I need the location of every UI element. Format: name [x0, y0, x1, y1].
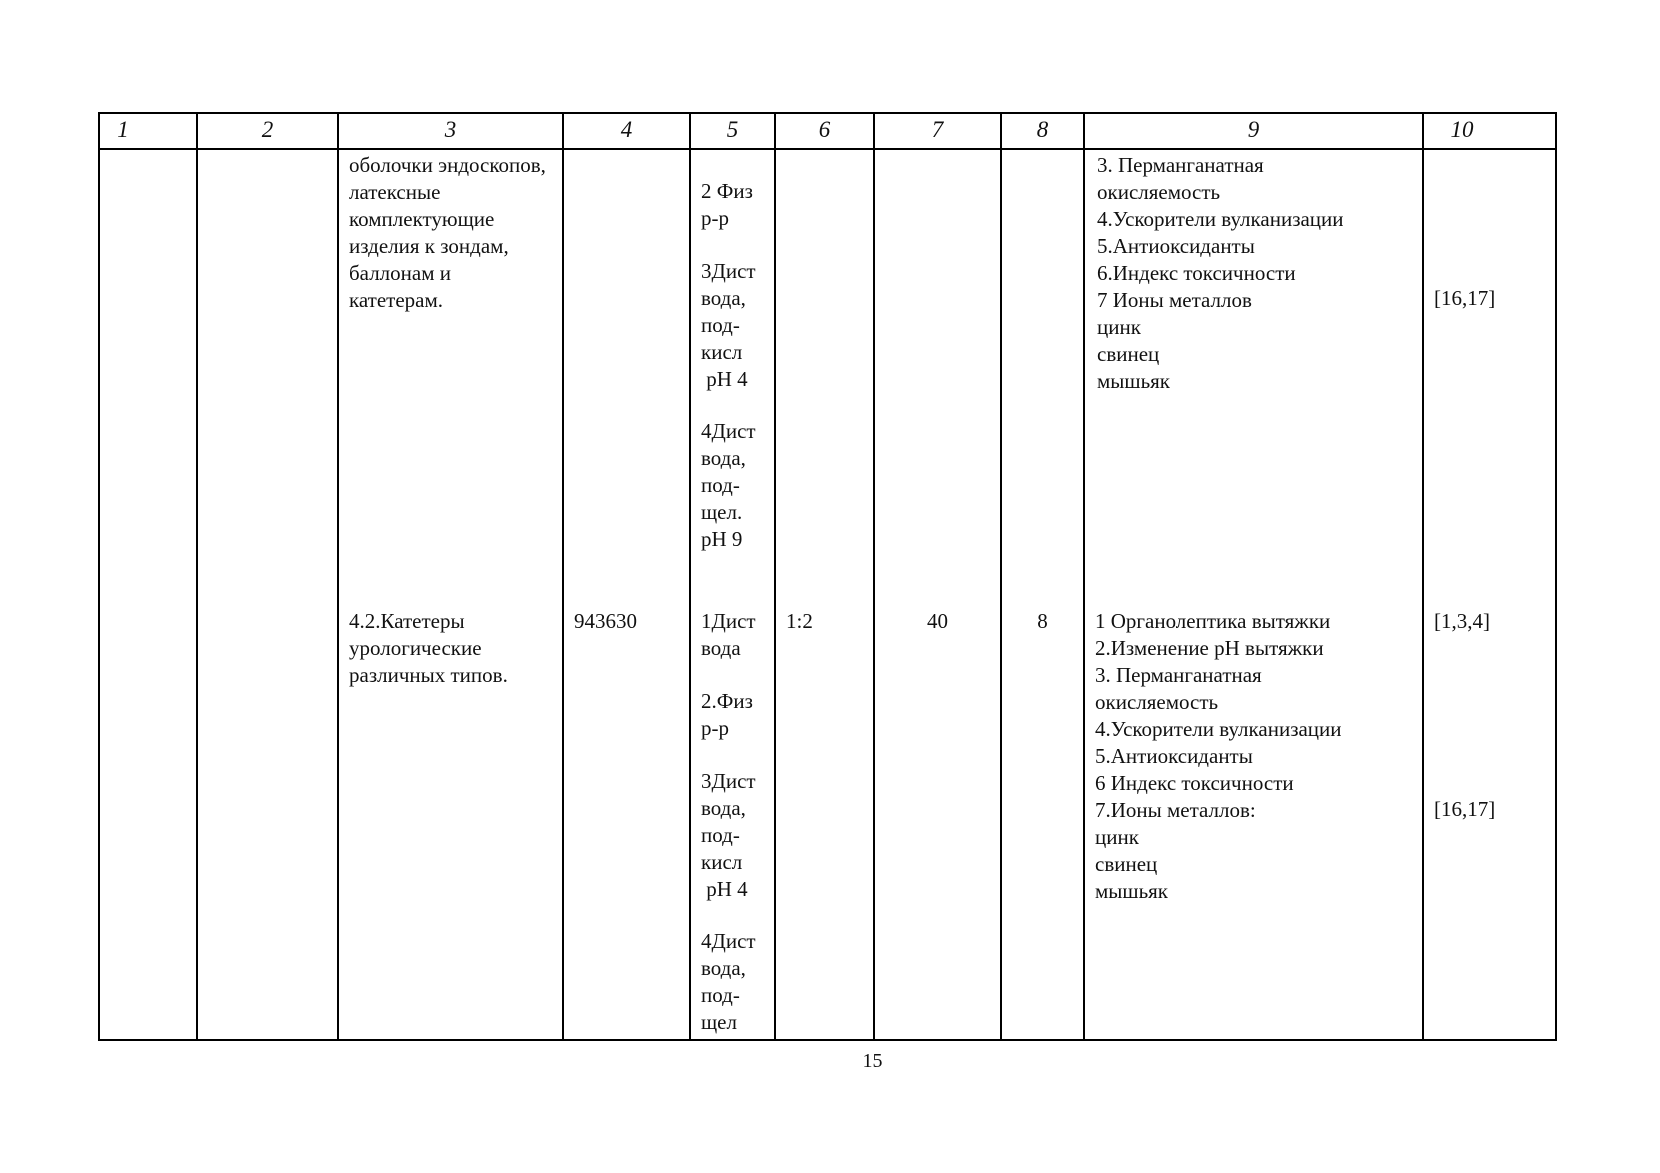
- extraction-medium-cell: 2.Физ р-р: [701, 689, 753, 740]
- column-divider: [1083, 112, 1085, 1041]
- temperature-cell: 40: [927, 609, 948, 633]
- column-header-6: 6: [818, 117, 831, 142]
- column-divider: [196, 112, 198, 1041]
- column-divider: [689, 112, 691, 1041]
- column-divider: [562, 112, 564, 1041]
- reference-cell: [16,17]: [1434, 286, 1496, 310]
- extraction-medium-cell: 3Дист вода, под- кисл pH 4: [701, 769, 756, 901]
- extraction-medium-cell: 1Дист вода: [701, 609, 756, 660]
- reference-cell: [1,3,4]: [1434, 609, 1490, 633]
- page-number: 15: [862, 1050, 883, 1072]
- product-name-cell: оболочки эндоскопов, латексные комплектующие изделия к зондам, баллонам и катетерам.: [349, 153, 546, 312]
- column-header-9: 9: [1247, 117, 1260, 142]
- column-header-1: 1: [117, 117, 129, 142]
- column-header-2: 2: [261, 117, 274, 142]
- column-divider: [774, 112, 776, 1041]
- column-header-7: 7: [931, 117, 944, 142]
- column-divider: [337, 112, 339, 1041]
- indicators-cell: 1 Органолептика вытяжки 2.Изменение pH вытяжки 3. Перманганатная окисляемость 4.Ускорители вулканизации 5.Антиоксиданты 6 Индекс токсичности 7.Ионы металлов: цинк свинец мышьяк: [1095, 609, 1342, 903]
- indicators-cell: 3. Перманганатная окисляемость 4.Ускорители вулканизации 5.Антиоксиданты 6.Индекс токсичности 7 Ионы металлов цинк свинец мышьяк: [1097, 153, 1344, 393]
- extraction-medium-cell: 2 Физ р-р: [701, 179, 753, 230]
- product-name-cell: 4.2.Катетеры урологические различных типов.: [349, 609, 508, 687]
- column-header-10: 10: [1450, 117, 1474, 142]
- column-header-8: 8: [1036, 117, 1049, 142]
- column-header-5: 5: [726, 117, 739, 142]
- header-divider: [98, 148, 1557, 150]
- ratio-cell: 1:2: [786, 609, 813, 633]
- column-header-4: 4: [620, 117, 633, 142]
- column-divider: [873, 112, 875, 1041]
- column-header-3: 3: [444, 117, 457, 142]
- time-cell: 8: [1037, 609, 1048, 633]
- extraction-medium-cell: 4Дист вода, под- щел. pH 9: [701, 419, 756, 551]
- reference-cell: [16,17]: [1434, 797, 1496, 821]
- column-divider: [1000, 112, 1002, 1041]
- extraction-medium-cell: 3Дист вода, под- кисл pH 4: [701, 259, 756, 391]
- product-code-cell: 943630: [574, 609, 637, 633]
- column-divider: [1422, 112, 1424, 1041]
- extraction-medium-cell: 4Дист вода, под- щел: [701, 929, 756, 1034]
